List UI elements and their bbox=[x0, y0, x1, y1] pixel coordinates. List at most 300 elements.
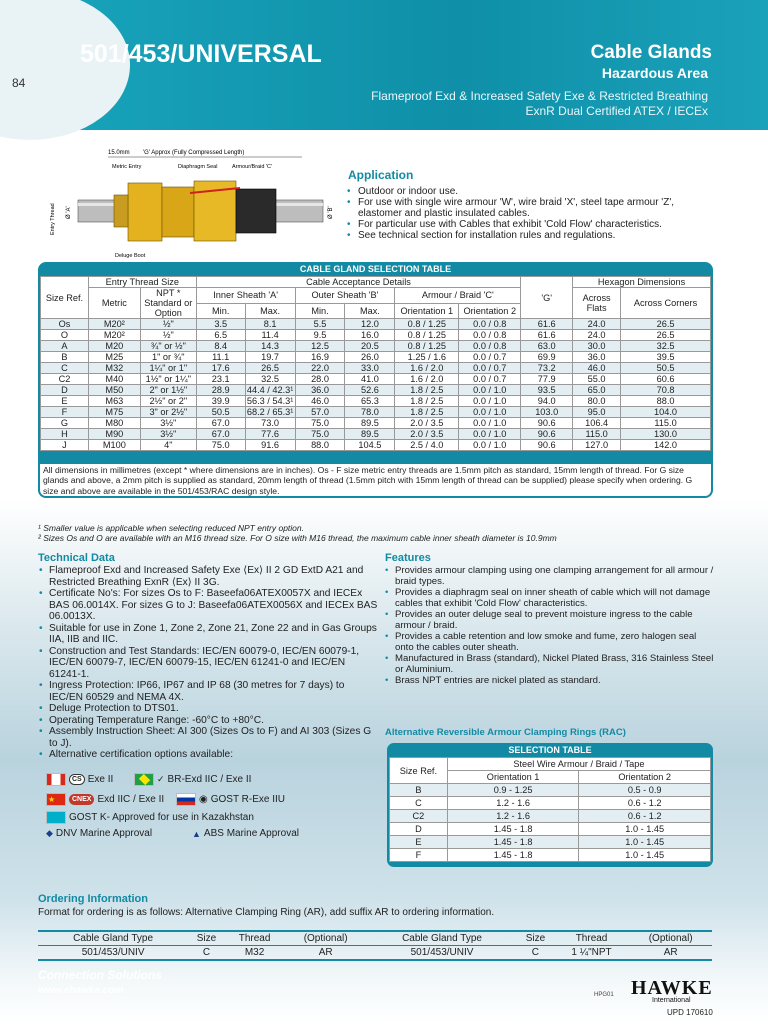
table-cell: 1.25 / 1.6 bbox=[395, 352, 459, 363]
table-cell: F bbox=[41, 407, 89, 418]
table-cell: 0.0 / 1.0 bbox=[459, 385, 521, 396]
order-header: (Optional) bbox=[629, 931, 712, 946]
feature-item: • Provides a cable retention and low smoke and fume, zero halogen seal onto the cables outer sheath. bbox=[384, 631, 714, 653]
table-cell: 1.2 - 1.6 bbox=[447, 797, 579, 810]
diagram-metric-entry: Metric Entry bbox=[112, 164, 142, 170]
feature-item: • Manufactured in Brass (standard), Nickel Plated Brass, 316 Stainless Steel or Aluminium. bbox=[384, 653, 714, 675]
table-cell: H bbox=[41, 429, 89, 440]
table-cell: 0.0 / 1.0 bbox=[459, 429, 521, 440]
table-cell: 106.4 bbox=[573, 418, 621, 429]
rac-th-o1: Orientation 1 bbox=[447, 771, 579, 784]
table-cell: 12.0 bbox=[345, 319, 395, 330]
area-title: Hazardous Area bbox=[601, 65, 708, 81]
feature-item: • Brass NPT entries are nickel plated as standard. bbox=[384, 675, 714, 686]
table-row bbox=[390, 823, 711, 836]
th-armour: Armour / Braid 'C' bbox=[395, 288, 521, 304]
order-header: Cable Gland Type bbox=[38, 931, 188, 946]
table-cell: 2" or 1½" bbox=[140, 385, 196, 396]
table-cell: 0.6 - 1.2 bbox=[579, 810, 711, 823]
table-cell: 16.0 bbox=[345, 330, 395, 341]
table-cell: C bbox=[390, 797, 448, 810]
table-cell: 3.5 bbox=[196, 319, 245, 330]
cert-russia-label: GOST R-Exe IIU bbox=[210, 794, 286, 805]
table-cell: 55.0 bbox=[573, 374, 621, 385]
ordering-heading: Ordering Information bbox=[38, 893, 148, 905]
table-cell: 73.2 bbox=[521, 363, 573, 374]
rac-table-panel bbox=[387, 743, 713, 867]
diagram-diaphragm: Diaphragm Seal bbox=[178, 164, 218, 170]
table-cell: 88.0 bbox=[621, 396, 711, 407]
rac-th-o2: Orientation 2 bbox=[579, 771, 711, 784]
table-cell: 0.0 / 0.7 bbox=[459, 374, 521, 385]
subtitle: Flameproof Exd & Increased Safety Exe & Restricted Breathing ExnR Dual Certified ATEX / IECEx bbox=[371, 89, 708, 118]
table-cell: 94.0 bbox=[521, 396, 573, 407]
application-item: • Outdoor or indoor use. bbox=[346, 186, 716, 197]
table-cell: 26.0 bbox=[345, 352, 395, 363]
table-cell: D bbox=[41, 385, 89, 396]
table-cell: 75.0 bbox=[295, 429, 345, 440]
order-value: C bbox=[517, 946, 554, 961]
table-cell: 0.8 / 1.25 bbox=[395, 341, 459, 352]
th-o1: Orientation 1 bbox=[395, 303, 459, 319]
table-cell: 0.0 / 0.8 bbox=[459, 319, 521, 330]
footer-code: HPG01 bbox=[594, 992, 614, 998]
table-cell: 130.0 bbox=[621, 429, 711, 440]
th-min: Min. bbox=[295, 303, 345, 319]
table-cell: C bbox=[41, 363, 89, 374]
table-cell: 32.5 bbox=[245, 374, 295, 385]
order-value: 501/453/UNIV bbox=[367, 946, 517, 961]
diagram-g-label: 'G' Approx (Fully Compressed Length) bbox=[143, 150, 245, 156]
table-cell: 1.6 / 2.0 bbox=[395, 363, 459, 374]
selection-table-title: CABLE GLAND SELECTION TABLE bbox=[299, 264, 452, 274]
table-cell: 88.0 bbox=[295, 440, 345, 451]
table-cell: 1.0 - 1.45 bbox=[579, 823, 711, 836]
table-cell: 68.2 / 65.3¹ bbox=[246, 407, 294, 417]
technical-list bbox=[38, 565, 378, 761]
table-cell: 1½" or 1¼" bbox=[140, 374, 196, 385]
cert-abs bbox=[192, 828, 299, 839]
table-cell: 11.1 bbox=[196, 352, 245, 363]
technical-item: • Suitable for use in Zone 1, Zone 2, Zone 21, Zone 22 and in Gas Groups IIA, IIB and IIC. bbox=[38, 623, 378, 646]
table-cell: 3½" bbox=[140, 429, 196, 440]
table-cell: 1.0 - 1.45 bbox=[579, 849, 711, 862]
cert-abs-label: ABS Marine Approval bbox=[203, 828, 299, 839]
table-cell: 46.0 bbox=[295, 396, 345, 407]
table-cell: 1.8 / 2.5 bbox=[395, 385, 459, 396]
page-title: 501/453/UNIVERSAL bbox=[80, 40, 322, 68]
table-cell: 0.0 / 0.7 bbox=[459, 363, 521, 374]
feature-item: • Provides armour clamping using one clamping arrangement for all armour / braid types. bbox=[384, 565, 714, 587]
order-value: M32 bbox=[225, 946, 285, 961]
table-cell: A bbox=[41, 341, 89, 352]
table-cell: 77.9 bbox=[521, 374, 573, 385]
th-metric: Metric bbox=[88, 288, 140, 319]
kazakhstan-flag-icon bbox=[46, 811, 66, 824]
table-cell: 63.0 bbox=[521, 341, 573, 352]
diagram-dim: 15.0mm bbox=[108, 150, 130, 156]
table-cell: 90.6 bbox=[521, 440, 573, 451]
table-cell: 24.0 bbox=[573, 330, 621, 341]
table-cell: 46.0 bbox=[573, 363, 621, 374]
table-cell: 1.8 / 2.5 bbox=[395, 396, 459, 407]
table-row bbox=[41, 407, 711, 418]
table-cell: 1.45 - 1.8 bbox=[447, 836, 579, 849]
table-cell: 19.7 bbox=[245, 352, 295, 363]
rac-th-steel: Steel Wire Armour / Braid / Tape bbox=[447, 758, 710, 771]
table-cell: 2½" or 2" bbox=[140, 396, 196, 407]
table-cell: 11.4 bbox=[245, 330, 295, 341]
th-max: Max. bbox=[245, 303, 295, 319]
rac-table bbox=[389, 757, 711, 862]
table-cell: 78.0 bbox=[345, 407, 395, 418]
table-cell: C2 bbox=[390, 810, 448, 823]
technical-heading: Technical Data bbox=[38, 552, 115, 564]
table-cell: 26.5 bbox=[621, 330, 711, 341]
cert-brazil-label: BR-Exd IIC / Exe II bbox=[167, 774, 252, 785]
order-value: AR bbox=[284, 946, 367, 961]
table-cell: 1.45 - 1.8 bbox=[447, 823, 579, 836]
th-outer: Outer Sheath 'B' bbox=[295, 288, 395, 304]
table-cell: 0.0 / 0.8 bbox=[459, 341, 521, 352]
table-cell: 14.3 bbox=[245, 341, 295, 352]
table-cell: M75 bbox=[88, 407, 140, 418]
table-cell: 70.8 bbox=[621, 385, 711, 396]
cert-china bbox=[46, 793, 164, 806]
table-cell: 39.5 bbox=[621, 352, 711, 363]
table-cell: M90 bbox=[88, 429, 140, 440]
cert-kazakhstan-label: GOST K- Approved for use in Kazakhstan bbox=[69, 812, 254, 823]
th-g: 'G' bbox=[521, 277, 573, 319]
table-row bbox=[41, 330, 711, 341]
application-list bbox=[346, 186, 716, 241]
technical-item: • Alternative certification options available: bbox=[38, 749, 378, 761]
table-cell: ½" bbox=[140, 330, 196, 341]
table-cell: 0.0 / 1.0 bbox=[459, 396, 521, 407]
table-row bbox=[390, 849, 711, 862]
table-cell: 89.5 bbox=[345, 418, 395, 429]
table-cell: 67.0 bbox=[196, 429, 245, 440]
inmetro-logo-icon: ✓ bbox=[157, 774, 165, 784]
table-cell: 3" or 2½" bbox=[140, 407, 196, 418]
china-flag-icon: ★ bbox=[46, 793, 66, 806]
table-cell: 4" bbox=[140, 440, 196, 451]
technical-item: • Deluge Protection to DTS01. bbox=[38, 703, 378, 715]
table-cell: 90.6 bbox=[521, 418, 573, 429]
table-cell: 2.5 / 4.0 bbox=[395, 440, 459, 451]
table-cell: 8.4 bbox=[196, 341, 245, 352]
table-row bbox=[41, 352, 711, 363]
order-header: Thread bbox=[554, 931, 630, 946]
dnv-logo-icon: ◆ bbox=[46, 828, 53, 838]
cert-russia bbox=[176, 793, 285, 806]
table-cell: B bbox=[390, 784, 448, 797]
feature-item: • Provides an outer deluge seal to prevent moisture ingress to the cable armour / braid. bbox=[384, 609, 714, 631]
technical-item: • Construction and Test Standards: IEC/EN 60079-0, IEC/EN 60079-1, IEC/EN 60079-7, IEC/EN 60079-15, IEC/EN 61241-0 and IEC/EN 61241-1. bbox=[38, 646, 378, 681]
table-cell: 95.0 bbox=[573, 407, 621, 418]
table-cell: 2.0 / 3.5 bbox=[395, 418, 459, 429]
table-cell: 50.5 bbox=[196, 407, 245, 418]
rac-table-body bbox=[390, 784, 711, 862]
diagram-dia-b: Ø 'B' bbox=[328, 206, 334, 219]
selection-table bbox=[40, 276, 711, 451]
diagram-armour: Armour/Braid 'C' bbox=[232, 164, 272, 170]
table-cell: M20² bbox=[88, 319, 140, 330]
th-inner: Inner Sheath 'A' bbox=[196, 288, 295, 304]
table-row bbox=[41, 418, 711, 429]
order-header: Thread bbox=[225, 931, 285, 946]
brazil-flag-icon bbox=[134, 773, 154, 786]
table-cell: ¾" or ½" bbox=[140, 341, 196, 352]
features-heading: Features bbox=[385, 552, 431, 564]
th-cable-acceptance: Cable Acceptance Details bbox=[196, 277, 520, 288]
category-title: Cable Glands bbox=[590, 42, 712, 63]
table-cell: 1¼" or 1" bbox=[140, 363, 196, 374]
table-cell: 103.0 bbox=[521, 407, 573, 418]
table-cell: 77.6 bbox=[245, 429, 295, 440]
table-cell: M25 bbox=[88, 352, 140, 363]
th-npt: NPT * Standard or Option bbox=[140, 288, 196, 319]
th-max: Max. bbox=[345, 303, 395, 319]
table-cell: 2.0 / 3.5 bbox=[395, 429, 459, 440]
table-cell: M80 bbox=[88, 418, 140, 429]
table-row bbox=[390, 797, 711, 810]
feature-item: • Provides a diaphragm seal on inner sheath of cable which will not damage cables that exhibit 'Cold Flow' characteristics. bbox=[384, 587, 714, 609]
th-entry-thread: Entry Thread Size bbox=[88, 277, 196, 288]
order-header: Size bbox=[188, 931, 225, 946]
selection-table-panel bbox=[38, 262, 713, 498]
table-cell: 65.0 bbox=[573, 385, 621, 396]
table-cell: 80.0 bbox=[573, 396, 621, 407]
table-cell: 115.0 bbox=[621, 418, 711, 429]
table-cell: M20 bbox=[88, 341, 140, 352]
rac-heading: Alternative Reversible Armour Clamping Rings (RAC) bbox=[385, 727, 626, 738]
application-item: • See technical section for installation rules and regulations. bbox=[346, 230, 716, 241]
table-cell: 1.0 - 1.45 bbox=[579, 836, 711, 849]
table-cell: 91.6 bbox=[245, 440, 295, 451]
gland-diagram bbox=[40, 145, 340, 260]
order-value: 501/453/UNIV bbox=[38, 946, 188, 961]
table-cell: 56.3 / 54.3¹ bbox=[246, 396, 294, 406]
cert-canada bbox=[46, 773, 113, 786]
technical-item: • Certificate No's: For sizes Os to F: Baseefa06ATEX0057X and IECEx BAS 06.0014X. For sizes G to J: Baseefa06ATEX0056X and IECEx BAS 06.0013X. bbox=[38, 588, 378, 623]
table-cell: 61.6 bbox=[521, 319, 573, 330]
footnote-2: ² Sizes Os and O are available with an M16 thread size. For O size with M16 thread, the maximum cable inner sheath diameter is 10.9mm bbox=[38, 533, 557, 543]
th-size-ref: Size Ref. bbox=[41, 277, 89, 319]
selection-table-note: All dimensions in millimetres (except * where dimensions are in inches). Os - F size metric entry threads are 1.5mm pitch as standard, 15mm length of thread. For G size glands and above, a 2mm pitch is supplied as standard, 20mm length of thread (1.5mm pitch with 15mm length of thread can be supplied) please specify when ordering. G size and above are available in the 501/453/RAC design style. bbox=[40, 464, 711, 496]
table-row bbox=[390, 810, 711, 823]
table-cell: 50.5 bbox=[621, 363, 711, 374]
cert-china-label: Exd IIC / Exe II bbox=[97, 794, 165, 805]
table-cell: 0.8 / 1.25 bbox=[395, 330, 459, 341]
ordering-table bbox=[38, 930, 712, 961]
csa-logo-icon: CS bbox=[69, 774, 85, 785]
update-code: UPD 170610 bbox=[667, 1008, 713, 1017]
table-cell: 0.9 - 1.25 bbox=[447, 784, 579, 797]
table-cell: C2 bbox=[41, 374, 89, 385]
table-row bbox=[41, 363, 711, 374]
th-hexagon: Hexagon Dimensions bbox=[573, 277, 711, 288]
th-flats: Across Flats bbox=[573, 288, 621, 319]
footer-website-link[interactable]: www.ehawke.com bbox=[38, 985, 124, 996]
technical-item: • Flameproof Exd and Increased Safety Exe ⟨Ex⟩ II 2 GD ExtD A21 and Restricted Breathing ExnR ⟨Ex⟩ II 3G. bbox=[38, 565, 378, 588]
table-cell: 89.5 bbox=[345, 429, 395, 440]
application-item: • For use with single wire armour 'W', wire braid 'X', steel tape armour 'Z', elastomer and plastic insulated cables. bbox=[346, 197, 716, 219]
table-cell: 12.5 bbox=[295, 341, 345, 352]
table-cell: 32.5 bbox=[621, 341, 711, 352]
table-cell: 57.0 bbox=[295, 407, 345, 418]
table-cell: 67.0 bbox=[196, 418, 245, 429]
diagram-dia-a: Ø 'A' bbox=[66, 206, 72, 219]
order-value: 1 ¼"NPT bbox=[554, 946, 630, 961]
table-cell: 104.5 bbox=[345, 440, 395, 451]
ordering-text: Format for ordering is as follows: Alternative Clamping Ring (AR), add suffix AR to ordering information. bbox=[38, 907, 495, 918]
table-cell: 61.6 bbox=[521, 330, 573, 341]
table-cell: M32 bbox=[88, 363, 140, 374]
table-cell: 33.0 bbox=[345, 363, 395, 374]
table-cell: F bbox=[390, 849, 448, 862]
table-cell: D bbox=[390, 823, 448, 836]
table-cell: 26.5 bbox=[245, 363, 295, 374]
cert-canada-label: Exe II bbox=[87, 774, 114, 785]
table-cell: 9.5 bbox=[295, 330, 345, 341]
table-cell: 0.8 / 1.25 bbox=[395, 319, 459, 330]
table-cell: 28.9 bbox=[196, 385, 245, 396]
table-cell: J bbox=[41, 440, 89, 451]
table-cell: 142.0 bbox=[621, 440, 711, 451]
table-cell: 1.45 - 1.8 bbox=[447, 849, 579, 862]
selection-table-body bbox=[41, 319, 711, 451]
diagram-entry-thread: Entry Thread bbox=[50, 203, 56, 235]
order-header: Cable Gland Type bbox=[367, 931, 517, 946]
table-cell: 52.6 bbox=[345, 385, 395, 396]
technical-item: • Assembly Instruction Sheet: AI 300 (Sizes Os to F) and AI 303 (Sizes G to J). bbox=[38, 726, 378, 749]
order-header: (Optional) bbox=[284, 931, 367, 946]
footer-tagline: Connection Solutions bbox=[38, 968, 162, 982]
table-cell: 0.5 - 0.9 bbox=[579, 784, 711, 797]
table-cell: 0.0 / 0.8 bbox=[459, 330, 521, 341]
table-row bbox=[41, 341, 711, 352]
table-cell: 8.1 bbox=[245, 319, 295, 330]
rac-th-size: Size Ref. bbox=[390, 758, 448, 784]
table-cell: 69.9 bbox=[521, 352, 573, 363]
table-cell: 5.5 bbox=[295, 319, 345, 330]
features-list bbox=[384, 565, 714, 686]
table-cell: 44.4 / 42.3¹ bbox=[246, 385, 294, 395]
table-cell: G bbox=[41, 418, 89, 429]
rac-table-title: SELECTION TABLE bbox=[508, 745, 592, 755]
order-header: Size bbox=[517, 931, 554, 946]
table-cell: 65.3 bbox=[345, 396, 395, 407]
table-cell: O bbox=[41, 330, 89, 341]
table-cell: 1.8 / 2.5 bbox=[395, 407, 459, 418]
cert-dnv bbox=[46, 828, 152, 839]
table-cell: 17.6 bbox=[196, 363, 245, 374]
th-corners: Across Corners bbox=[621, 288, 711, 319]
table-cell: 0.6 - 1.2 bbox=[579, 797, 711, 810]
technical-item: • Operating Temperature Range: -60°C to +80°C. bbox=[38, 715, 378, 727]
table-row bbox=[41, 374, 711, 385]
table-cell: 3½" bbox=[140, 418, 196, 429]
table-cell: 36.0 bbox=[573, 352, 621, 363]
table-cell: 1" or ¾" bbox=[140, 352, 196, 363]
abs-logo-icon: ▲ bbox=[192, 828, 201, 839]
hawke-logo-sub: International bbox=[652, 997, 691, 1004]
table-cell: 22.0 bbox=[295, 363, 345, 374]
canada-flag-icon bbox=[46, 773, 66, 786]
table-row bbox=[41, 440, 711, 451]
table-row bbox=[41, 396, 711, 407]
table-cell: 16.9 bbox=[295, 352, 345, 363]
application-item: • For particular use with Cables that exhibit 'Cold Flow' characteristics. bbox=[346, 219, 716, 230]
table-cell: 0.0 / 1.0 bbox=[459, 407, 521, 418]
table-cell: 104.0 bbox=[621, 407, 711, 418]
table-row bbox=[390, 836, 711, 849]
table-cell: 6.5 bbox=[196, 330, 245, 341]
table-row bbox=[41, 385, 711, 396]
hawke-logo: HAWKE bbox=[631, 977, 713, 999]
table-cell: 115.0 bbox=[573, 429, 621, 440]
table-cell: 127.0 bbox=[573, 440, 621, 451]
table-cell: 73.0 bbox=[245, 418, 295, 429]
table-cell: 75.0 bbox=[196, 440, 245, 451]
table-row bbox=[41, 429, 711, 440]
table-cell: 26.5 bbox=[621, 319, 711, 330]
table-cell: 0.0 / 0.7 bbox=[459, 352, 521, 363]
table-cell: 39.9 bbox=[196, 396, 245, 407]
gost-logo-icon: ◉ bbox=[199, 794, 208, 805]
table-cell: 30.0 bbox=[573, 341, 621, 352]
application-heading: Application bbox=[348, 168, 414, 182]
cert-dnv-label: DNV Marine Approval bbox=[55, 828, 153, 839]
cert-kazakhstan bbox=[46, 811, 254, 824]
table-cell: 36.0 bbox=[295, 385, 345, 396]
table-cell: M20² bbox=[88, 330, 140, 341]
table-cell: 20.5 bbox=[345, 341, 395, 352]
table-cell: Os bbox=[41, 319, 89, 330]
table-cell: 75.0 bbox=[295, 418, 345, 429]
table-cell: M100 bbox=[88, 440, 140, 451]
footnote-1: ¹ Smaller value is applicable when selecting reduced NPT entry option. bbox=[38, 523, 304, 533]
table-cell: E bbox=[41, 396, 89, 407]
table-cell: M40 bbox=[88, 374, 140, 385]
diagram-deluge: Deluge Boot bbox=[115, 253, 146, 259]
table-cell: M50 bbox=[88, 385, 140, 396]
table-cell: E bbox=[390, 836, 448, 849]
table-cell: 93.5 bbox=[521, 385, 573, 396]
page-number: 84 bbox=[12, 76, 26, 90]
cnex-logo-icon: CNEX bbox=[69, 794, 94, 805]
table-cell: 23.1 bbox=[196, 374, 245, 385]
table-cell: 1.2 - 1.6 bbox=[447, 810, 579, 823]
table-row bbox=[41, 319, 711, 330]
table-cell: 0.0 / 1.0 bbox=[459, 440, 521, 451]
table-cell: B bbox=[41, 352, 89, 363]
order-value: AR bbox=[629, 946, 712, 961]
cert-brazil bbox=[134, 773, 251, 786]
table-cell: 90.6 bbox=[521, 429, 573, 440]
table-cell: 1.6 / 2.0 bbox=[395, 374, 459, 385]
table-row bbox=[390, 784, 711, 797]
table-cell: 0.0 / 1.0 bbox=[459, 418, 521, 429]
th-min: Min. bbox=[196, 303, 245, 319]
table-cell: 41.0 bbox=[345, 374, 395, 385]
th-o2: Orientation 2 bbox=[459, 303, 521, 319]
order-value: C bbox=[188, 946, 225, 961]
technical-item: • Ingress Protection: IP66, IP67 and IP 68 (30 metres for 7 days) to IEC/EN 60529 and NEMA 4X. bbox=[38, 680, 378, 703]
table-cell: 24.0 bbox=[573, 319, 621, 330]
table-cell: M63 bbox=[88, 396, 140, 407]
